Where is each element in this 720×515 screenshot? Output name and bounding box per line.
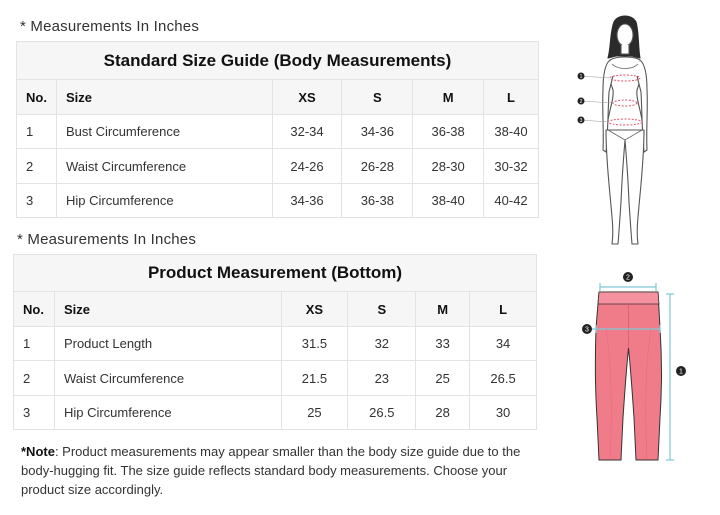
value-m: 38-40 xyxy=(413,184,484,218)
col-header-size: Size xyxy=(56,80,272,115)
fit-note xyxy=(21,442,541,499)
row-number: 2 xyxy=(14,361,55,396)
value-l: 34 xyxy=(470,327,537,361)
value-s: 23 xyxy=(348,361,416,396)
svg-text:1: 1 xyxy=(679,368,683,376)
col-header-no: No. xyxy=(17,80,57,115)
row-number: 3 xyxy=(14,396,55,430)
value-l: 38-40 xyxy=(484,115,539,149)
table-row xyxy=(17,149,539,184)
value-l: 30-32 xyxy=(484,149,539,184)
value-l: 30 xyxy=(470,396,537,430)
col-header-size: Size xyxy=(54,292,281,327)
value-xs: 31.5 xyxy=(281,327,348,361)
measurement-name: Hip Circumference xyxy=(56,184,272,218)
product-table-title: Product Measurement (Bottom) xyxy=(14,255,537,292)
col-header-l: L xyxy=(470,292,537,327)
marker-1 xyxy=(578,73,585,81)
value-xs: 32-34 xyxy=(272,115,342,149)
col-header-l: L xyxy=(484,80,539,115)
measurement-name: Waist Circumference xyxy=(56,149,272,184)
row-number: 1 xyxy=(17,115,57,149)
col-header-s: S xyxy=(348,292,416,327)
value-xs: 34-36 xyxy=(272,184,342,218)
product-size-table xyxy=(13,254,537,430)
row-number: 3 xyxy=(17,184,57,218)
svg-text:3: 3 xyxy=(579,118,583,124)
value-s: 34-36 xyxy=(342,115,413,149)
measurement-name: Bust Circumference xyxy=(56,115,272,149)
value-s: 26.5 xyxy=(348,396,416,430)
body-size-table xyxy=(16,41,539,218)
value-xs: 21.5 xyxy=(281,361,348,396)
marker-3 xyxy=(582,324,592,334)
table-row xyxy=(14,396,537,430)
body-figure-illustration xyxy=(572,12,672,250)
note-label: *Note xyxy=(21,444,55,459)
col-header-m: M xyxy=(416,292,470,327)
value-m: 33 xyxy=(416,327,470,361)
col-header-s: S xyxy=(342,80,413,115)
value-s: 26-28 xyxy=(342,149,413,184)
marker-3 xyxy=(578,117,585,125)
col-header-no: No. xyxy=(14,292,55,327)
leggings-illustration xyxy=(578,268,690,468)
row-number: 1 xyxy=(14,327,55,361)
value-m: 28-30 xyxy=(413,149,484,184)
svg-text:2: 2 xyxy=(579,99,583,105)
value-s: 36-38 xyxy=(342,184,413,218)
col-header-xs: XS xyxy=(272,80,342,115)
table-row xyxy=(14,327,537,361)
svg-text:1: 1 xyxy=(579,74,583,80)
value-xs: 24-26 xyxy=(272,149,342,184)
measurement-name: Product Length xyxy=(54,327,281,361)
body-table-title: Standard Size Guide (Body Measurements) xyxy=(17,42,539,80)
body-unit-note: * Measurements In Inches xyxy=(20,18,200,35)
product-unit-note: * Measurements In Inches xyxy=(17,231,197,248)
note-text: : Product measurements may appear smaller than the body size guide due to the body-hugging fit. The size guide reflects standard body measurements. Choose your product size accordingly. xyxy=(21,444,521,497)
marker-2 xyxy=(578,98,585,106)
svg-text:2: 2 xyxy=(626,274,630,282)
table-row xyxy=(17,184,539,218)
marker-1 xyxy=(676,366,686,376)
value-l: 26.5 xyxy=(470,361,537,396)
value-m: 36-38 xyxy=(413,115,484,149)
value-m: 25 xyxy=(416,361,470,396)
value-xs: 25 xyxy=(281,396,348,430)
value-s: 32 xyxy=(348,327,416,361)
col-header-xs: XS xyxy=(281,292,348,327)
value-m: 28 xyxy=(416,396,470,430)
marker-2 xyxy=(623,272,633,282)
table-row xyxy=(17,115,539,149)
row-number: 2 xyxy=(17,149,57,184)
measurement-name: Waist Circumference xyxy=(54,361,281,396)
svg-text:3: 3 xyxy=(585,326,589,334)
value-l: 40-42 xyxy=(484,184,539,218)
table-row xyxy=(14,361,537,396)
measurement-name: Hip Circumference xyxy=(54,396,281,430)
col-header-m: M xyxy=(413,80,484,115)
